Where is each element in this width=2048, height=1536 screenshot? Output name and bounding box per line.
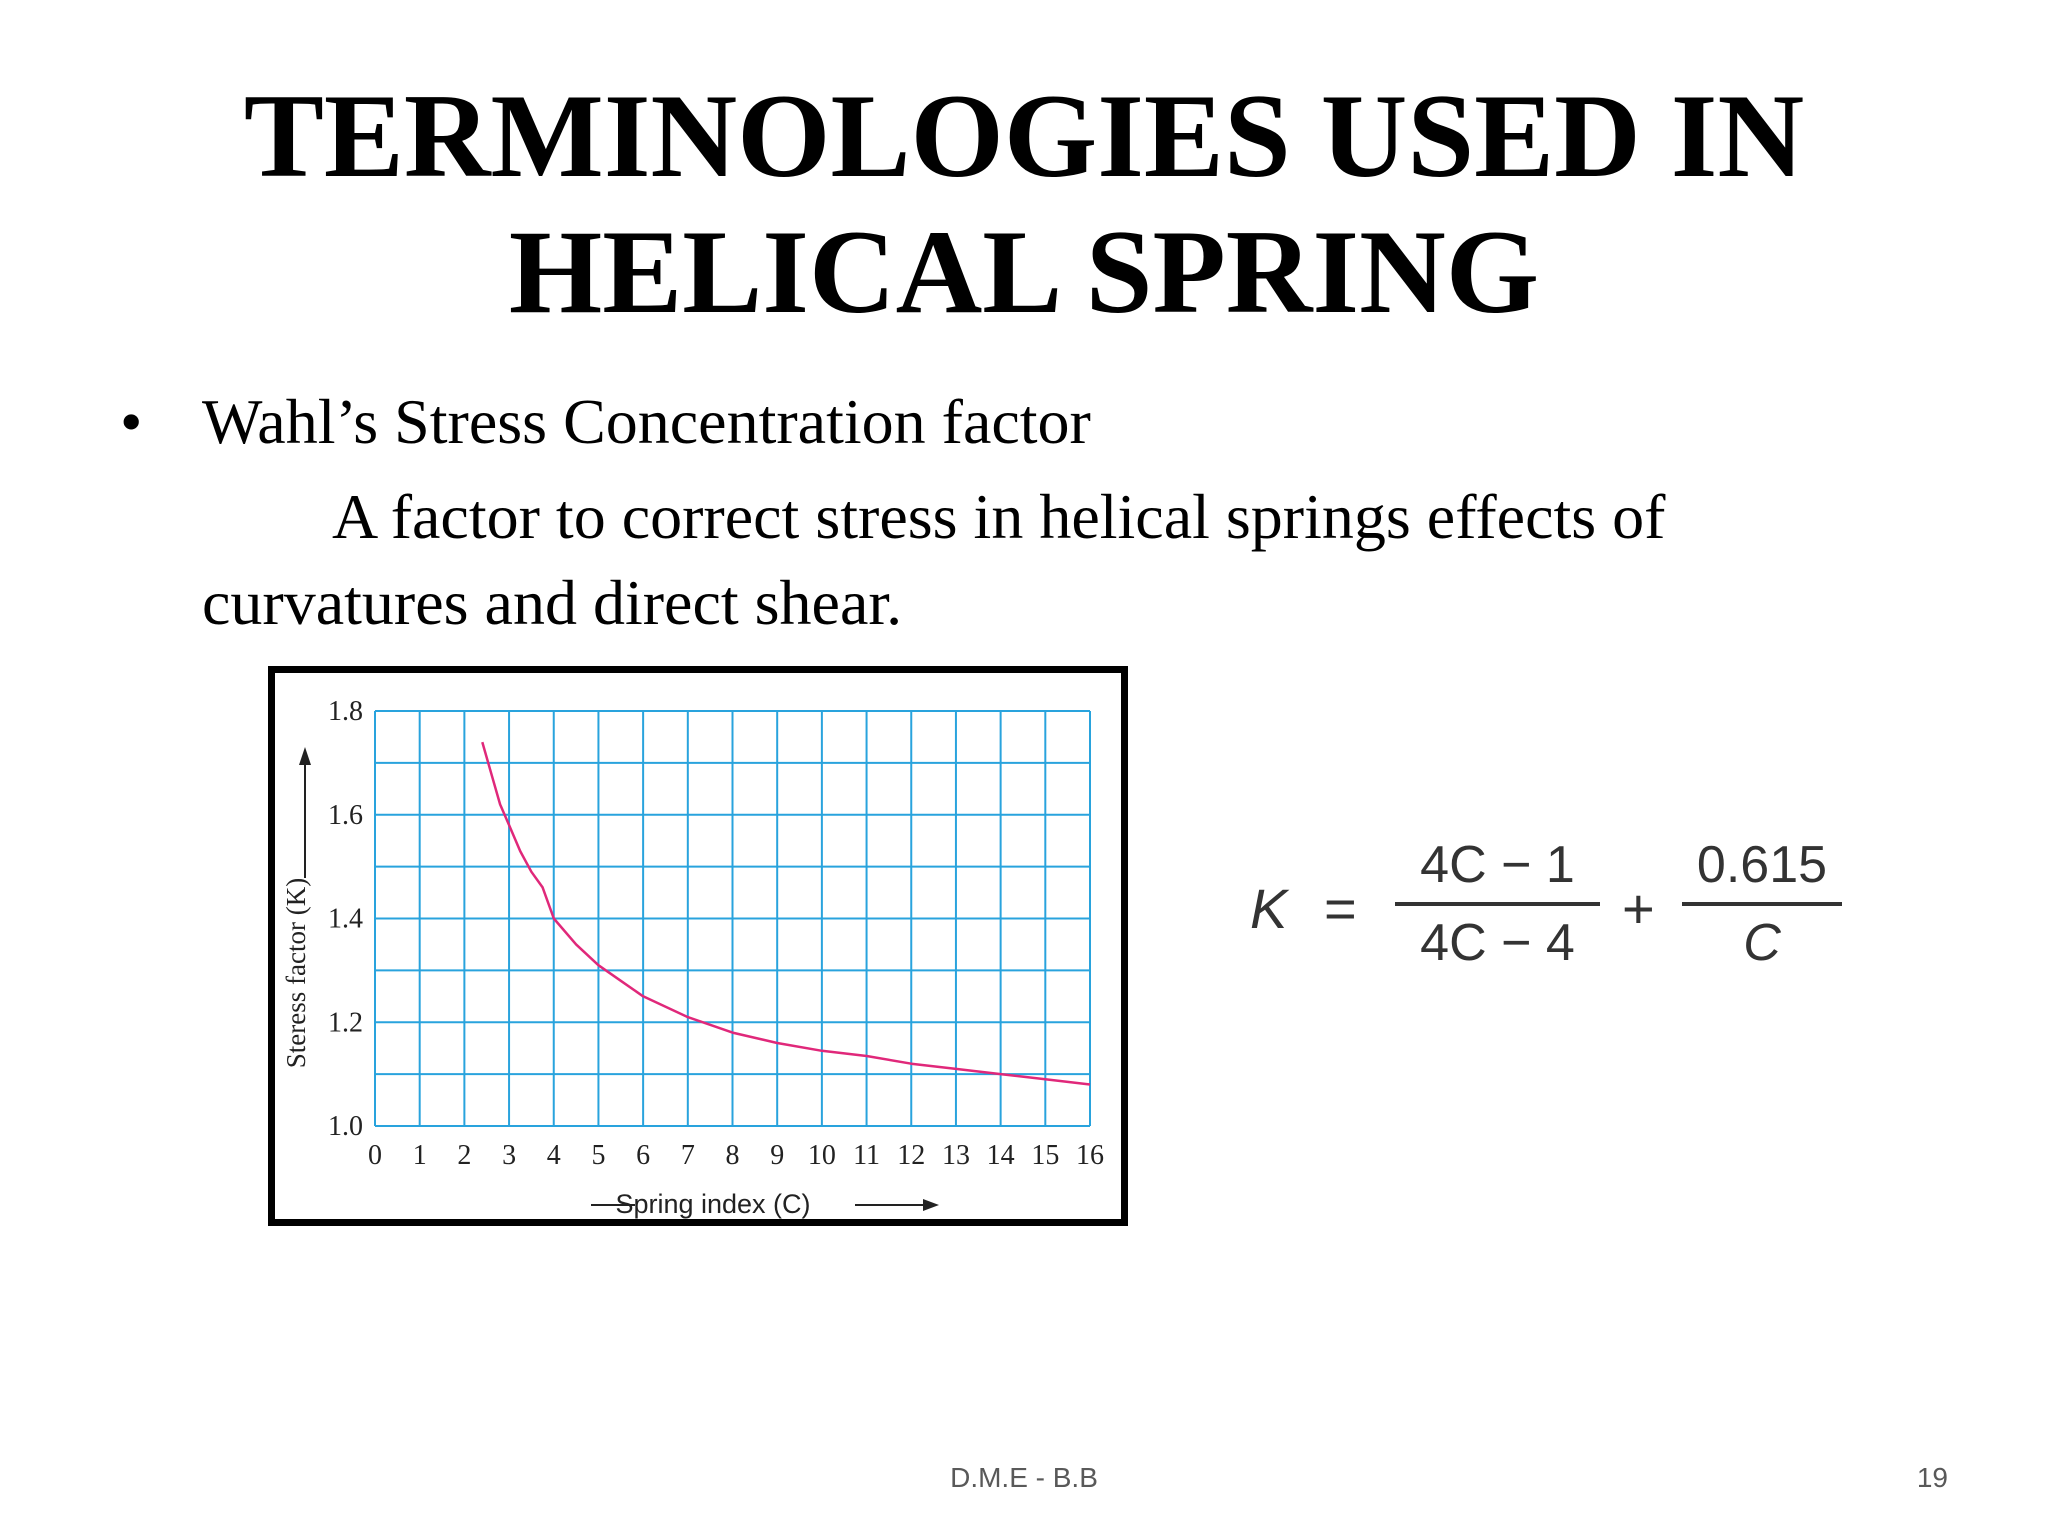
title-line-2: HELICAL SPRING [508, 205, 1540, 338]
x-tick-label: 14 [986, 1140, 1015, 1171]
fraction-1-denominator: 4C − 4 [1420, 914, 1575, 972]
y-tick-label: 1.8 [328, 696, 363, 727]
formula-fraction-2 [1682, 830, 1842, 978]
bullet-marker: • [120, 386, 143, 457]
formula-plus: + [1622, 877, 1655, 940]
slide-title [0, 68, 2048, 340]
description-line-1: A factor to correct stress in helical springs effects of [332, 481, 1666, 552]
page-number: 19 [1916, 1462, 1948, 1493]
x-tick-label: 1 [412, 1140, 427, 1171]
x-tick-label: 13 [941, 1140, 970, 1171]
fraction-1-bar [1395, 902, 1600, 906]
x-tick-label: 8 [725, 1140, 740, 1171]
x-axis-label: Spring index (C) [615, 1189, 811, 1219]
x-axis-arrow-head [923, 1199, 939, 1211]
fraction-1-numerator: 4C − 1 [1420, 836, 1575, 894]
fraction-2-denominator: C [1743, 914, 1781, 972]
series-line-wahl-factor [482, 742, 1090, 1084]
formula-lhs: K [1250, 877, 1288, 940]
fraction-2-numerator: 0.615 [1696, 836, 1828, 894]
x-tick-label: 2 [457, 1140, 472, 1171]
chart-grid [375, 711, 1090, 1126]
bullet-heading: Wahl’s Stress Concentration factor [202, 386, 1091, 457]
y-tick-label: 1.6 [328, 799, 363, 831]
x-tick-label: 10 [807, 1140, 836, 1171]
x-tick-label: 7 [680, 1140, 695, 1171]
y-axis-arrow-head [299, 747, 311, 765]
y-tick-label: 1.0 [328, 1111, 363, 1142]
description-line-2: curvatures and direct shear. [202, 567, 903, 638]
chart-ticks [328, 696, 1104, 1171]
x-tick-label: 6 [636, 1140, 651, 1171]
footer-text: D.M.E - B.B [950, 1462, 1098, 1493]
x-tick-label: 15 [1031, 1140, 1060, 1171]
fraction-2-bar [1682, 902, 1842, 906]
title-line-1: TERMINOLOGIES USED IN [243, 69, 1805, 202]
x-tick-label: 3 [502, 1140, 517, 1171]
y-tick-label: 1.4 [328, 903, 363, 935]
description [202, 474, 1665, 646]
formula-equals: = [1324, 877, 1357, 940]
x-tick-label: 11 [853, 1140, 881, 1171]
wahl-factor-formula [1230, 830, 1870, 1010]
stress-factor-chart [275, 673, 1121, 1219]
x-tick-label: 9 [770, 1140, 785, 1171]
formula-fraction-1 [1395, 830, 1600, 978]
y-axis-label: Steress factor (K) [281, 877, 311, 1069]
chart-series [482, 742, 1090, 1084]
x-tick-label: 4 [546, 1140, 561, 1171]
chart-frame [268, 666, 1128, 1226]
x-tick-label: 0 [368, 1140, 382, 1171]
x-tick-label: 12 [897, 1140, 926, 1171]
x-tick-label: 16 [1076, 1140, 1104, 1171]
y-tick-label: 1.2 [328, 1007, 363, 1039]
x-tick-label: 5 [591, 1140, 606, 1171]
